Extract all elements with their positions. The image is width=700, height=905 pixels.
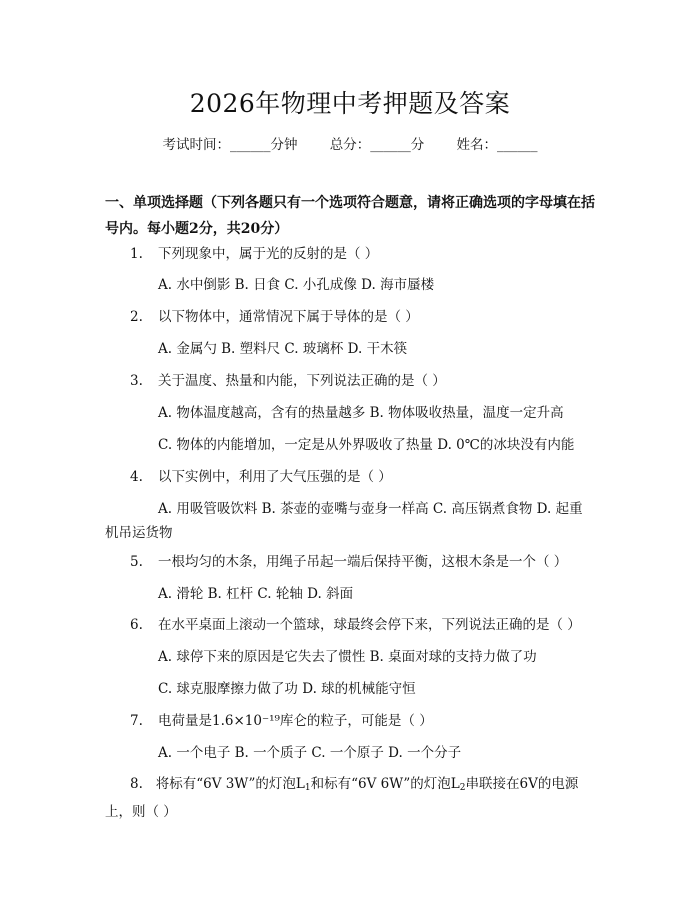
question-4-options: A. 用吸管吸饮料 B. 茶壶的壶嘴与壶身一样高 C. 高压锅煮食物 D. 起重机吊运货物 — [105, 501, 583, 541]
question-7 — [130, 710, 433, 732]
question-text: 以下物体中，通常情况下属于导体的是（ ） — [158, 309, 419, 325]
question-number: 1. — [130, 246, 143, 262]
question-number: 2. — [130, 309, 143, 325]
question-text: 关于温度、热量和内能，下列说法正确的是（ ） — [158, 373, 446, 389]
question-text: 电荷量是1.6×10⁻¹⁹库仑的粒子，可能是（ ） — [158, 713, 433, 729]
question-3-options-2: C. 物体的内能增加，一定是从外界吸收了热量 D. 0℃的冰块没有内能 — [158, 437, 575, 453]
page-title: 2026年物理中考押题及答案 — [189, 89, 511, 118]
question-text: 一根均匀的木条，用绳子吊起一端后保持平衡，这根木条是一个（ ） — [158, 554, 568, 570]
subscript-1: 1 — [304, 783, 311, 793]
question-text-a: 将标有“6V 3W”的灯泡L — [155, 776, 305, 792]
question-number: 7. — [130, 713, 143, 729]
question-text: 以下实例中，利用了大气压强的是（ ） — [158, 469, 392, 485]
question-text: 在水平桌面上滚动一个篮球，球最终会停下来，下列说法正确的是（ ） — [158, 617, 581, 633]
question-6-options-2: C. 球克服摩擦力做了功 D. 球的机械能守恒 — [158, 681, 416, 697]
exam-time: 考试时间：______分钟 — [162, 137, 298, 153]
question-5 — [130, 551, 567, 573]
question-3 — [130, 370, 446, 392]
section-heading: 一、单项选择题（下列各题只有一个选项符合题意，请将正确选项的字母填在括号内。每小题2分，共20分） — [105, 195, 595, 237]
question-text-b: 和标有“6V 6W”的灯泡L — [310, 776, 460, 792]
question-8 — [105, 772, 595, 824]
question-number: 4. — [130, 469, 143, 485]
question-6 — [130, 614, 581, 636]
total-score: 总分：______分 — [329, 137, 425, 153]
question-7-options: A. 一个电子 B. 一个质子 C. 一个原子 D. 一个分子 — [158, 745, 462, 761]
question-3-options: A. 物体温度越高，含有的热量越多 B. 物体吸收热量，温度一定升高 — [158, 405, 564, 421]
question-2-options: A. 金属勺 B. 塑料尺 C. 玻璃杯 D. 干木筷 — [158, 341, 408, 357]
question-number: 3. — [130, 373, 143, 389]
question-text-c: 串联接在6V的电源上，则（ ） — [105, 776, 579, 820]
exam-info — [0, 133, 700, 153]
question-number: 5. — [130, 554, 143, 570]
question-number: 6. — [130, 617, 143, 633]
subscript-2: 2 — [459, 783, 466, 793]
question-6-options: A. 球停下来的原因是它失去了惯性 B. 桌面对球的支持力做了功 — [158, 649, 537, 665]
question-5-options: A. 滑轮 B. 杠杆 C. 轮轴 D. 斜面 — [158, 586, 354, 602]
question-1 — [130, 243, 378, 265]
question-text: 下列现象中，属于光的反射的是（ ） — [158, 246, 379, 262]
question-2 — [130, 306, 419, 328]
student-name: 姓名：______ — [456, 137, 538, 153]
question-4 — [130, 466, 392, 488]
question-1-options: A. 水中倒影 B. 日食 C. 小孔成像 D. 海市蜃楼 — [158, 277, 435, 293]
question-number: 8. — [130, 776, 143, 792]
